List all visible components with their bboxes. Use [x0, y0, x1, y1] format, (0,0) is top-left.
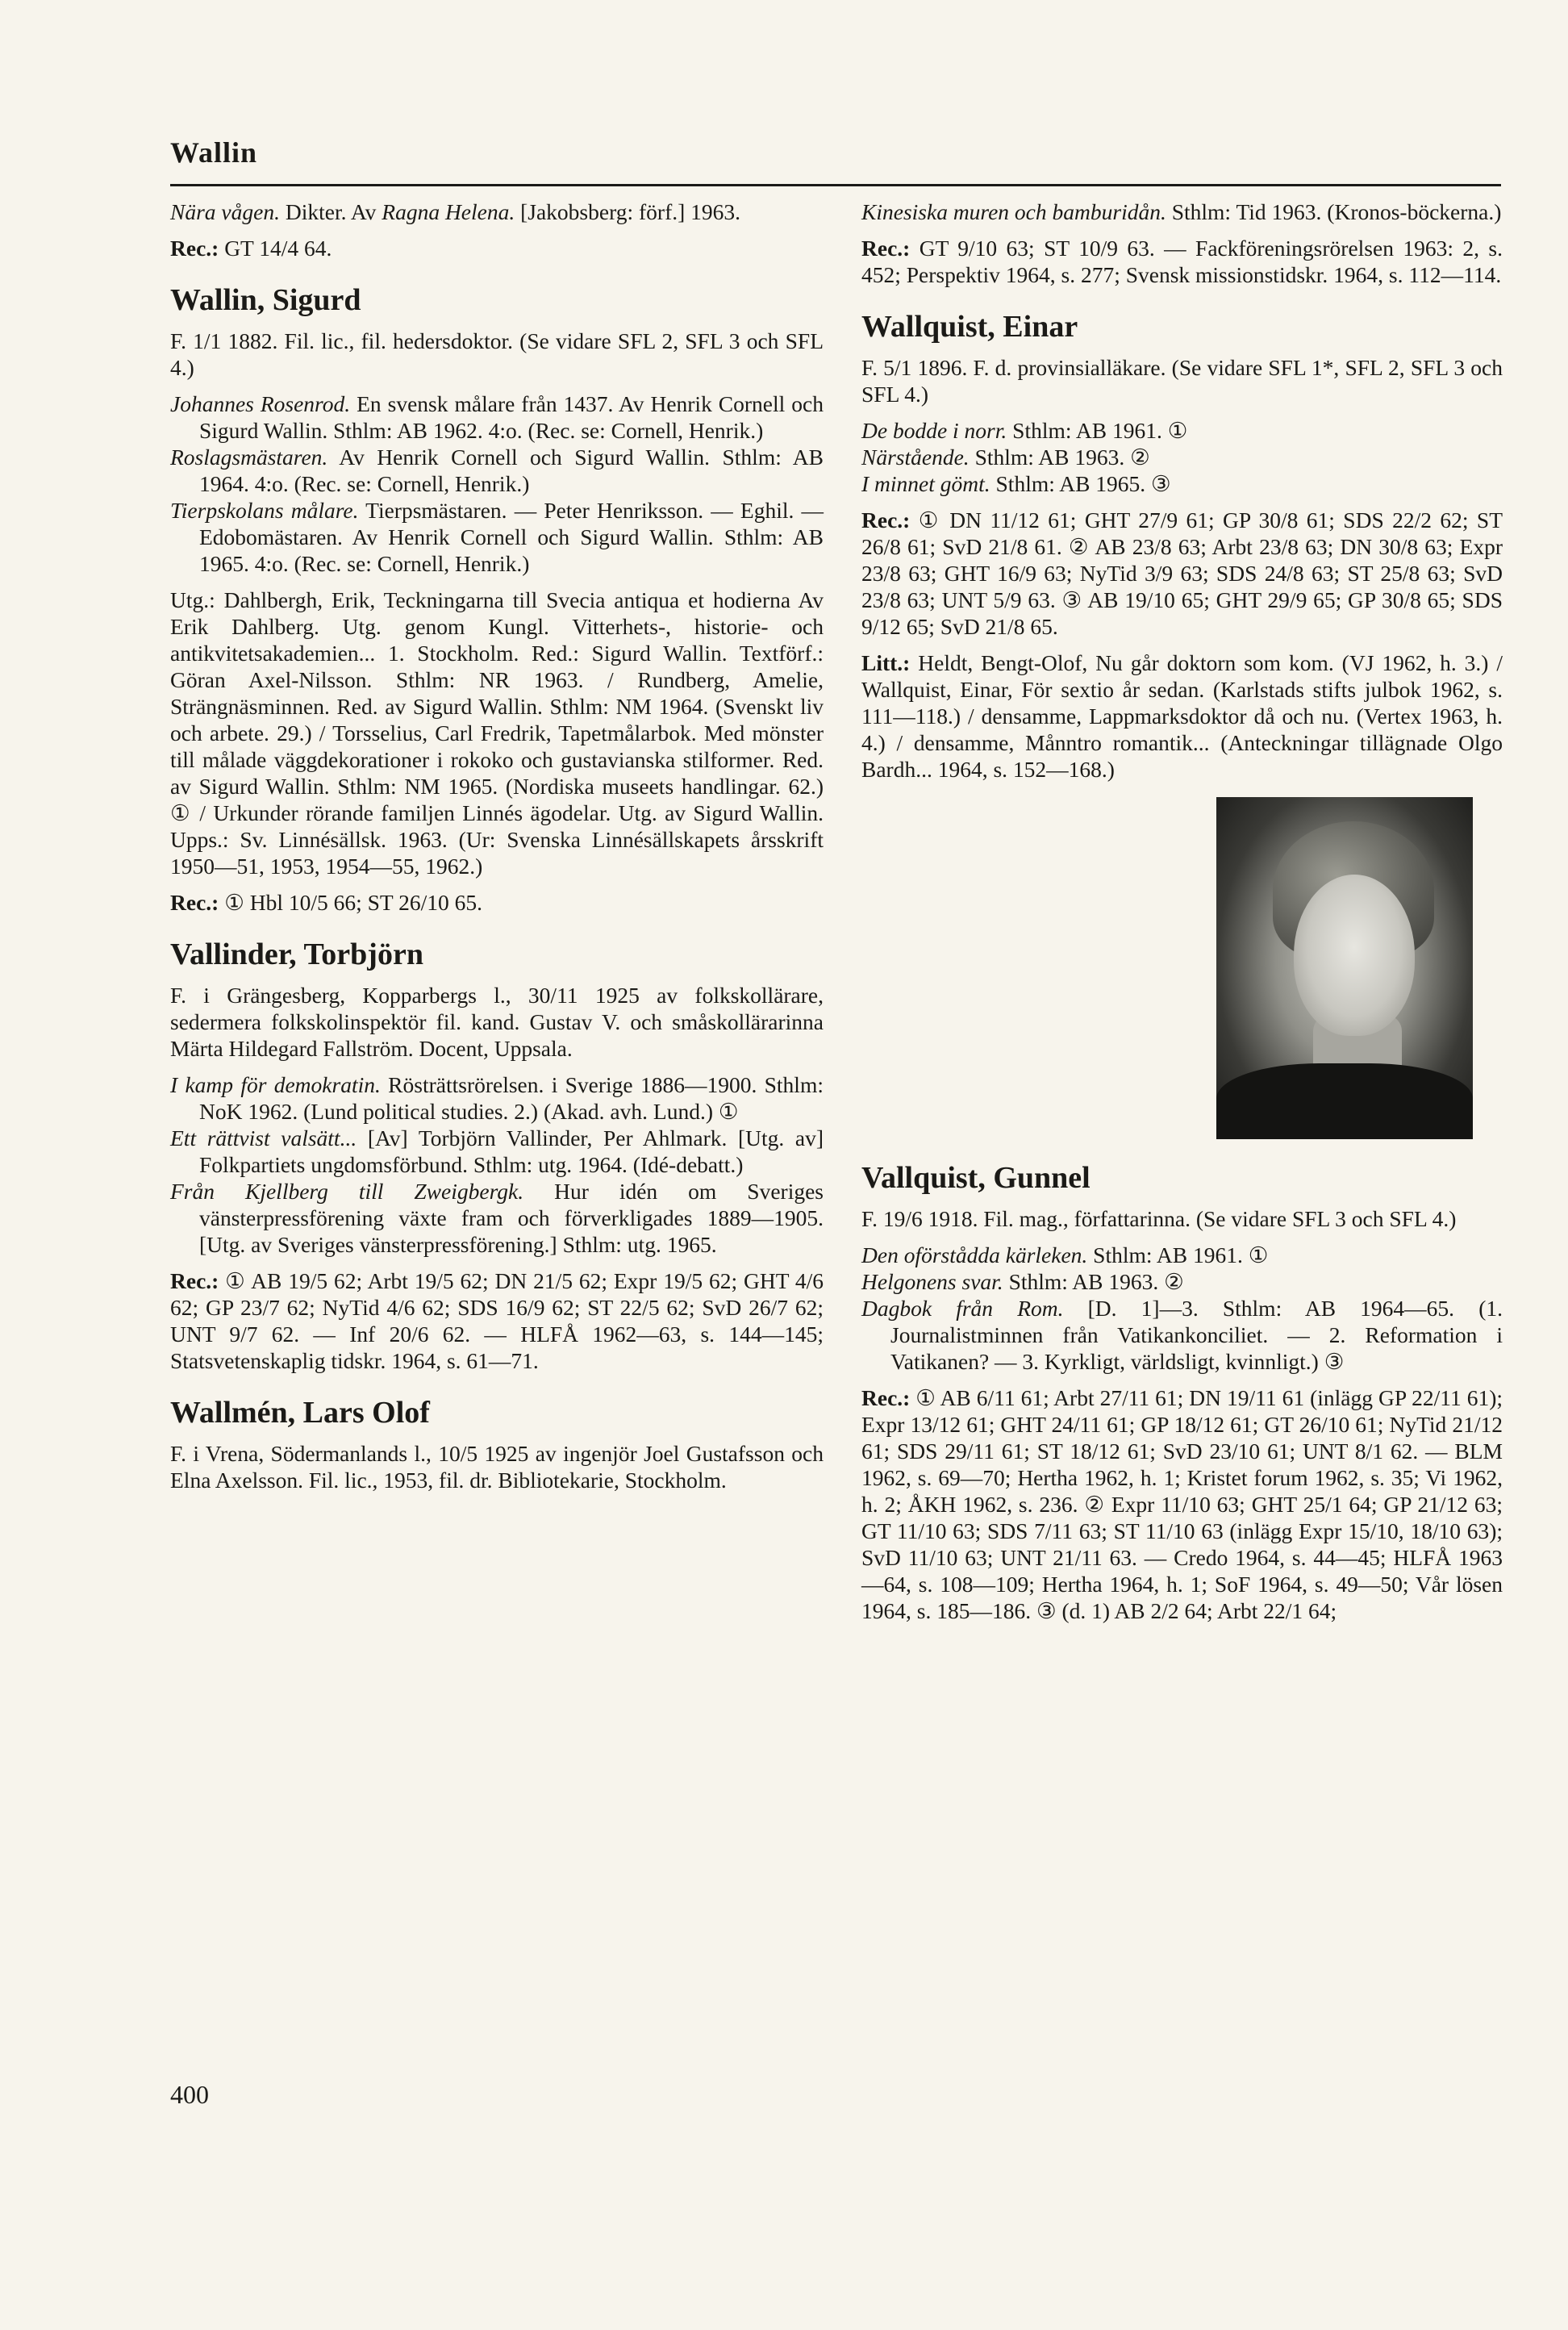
portrait-coat	[1216, 1063, 1473, 1139]
bibliography-entry: Kinesiska muren och bamburidån. Sthlm: Tid 1963. (Kronos-böckerna.)	[861, 199, 1502, 224]
entry-heading: Wallin, Sigurd	[170, 283, 361, 317]
biography-text: F. 5/1 1896. F. d. provinsialläkare. (Se vidare SFL 1*, SFL 2, SFL 3 och SFL 4.)	[861, 355, 1503, 407]
bibliography-entry: Roslagsmästaren. Av Henrik Cornell och Sigurd Wallin. Sthlm: AB 1964. 4:o. (Rec. se: Cornell, Henrik.)	[170, 445, 824, 496]
entry-heading: Vallinder, Torbjörn	[170, 937, 423, 971]
bibliography-entry: Helgonens svar. Sthlm: AB 1963. ②	[861, 1269, 1184, 1294]
bibliography-entry: I kamp för demokratin. Rösträttsrörelsen. i Sverige 1886—1900. Sthlm: NoK 1962. (Lund political studies. 2.) (Akad. avh. Lund.) ①	[170, 1072, 824, 1124]
review-list: Rec.: ① DN 11/12 61; GHT 27/9 61; GP 30/8 61; SDS 22/2 62; ST 26/8 61; SvD 21/8 61. ② AB 23/8 63; Arbt 23/8 63; DN 30/8 63; Expr 23/8 63; GHT 16/9 63; NyTid 3/9 63; SDS 24/8 63; ST 25/8 63; SvD 23/8 63; UNT 5/9 63. ③ AB 19/10 65; GHT 29/9 65; GP 30/8 65; SDS 9/12 65; SvD 21/8 65.	[861, 507, 1503, 639]
biography-text: F. i Vrena, Södermanlands l., 10/5 1925 av ingenjör Joel Gustafsson och Elna Axelsson. Fil. lic., 1953, fil. dr. Bibliotekarie, Stockholm.	[170, 1441, 824, 1493]
bibliography-entry: Nära vågen. Dikter. Av Ragna Helena. [Jakobsberg: förf.] 1963.	[170, 199, 741, 224]
header-rule	[170, 184, 1501, 186]
bibliography-entry: Ett rättvist valsätt... [Av] Torbjörn Vallinder, Per Ahlmark. [Utg. av] Folkpartiets ungdomsförbund. Sthlm: utg. 1964. (Idé-debatt.)	[170, 1125, 824, 1177]
review-list: Rec.: ① AB 6/11 61; Arbt 27/11 61; DN 19/11 61 (inlägg GP 22/11 61); Expr 13/12 61; GHT 24/11 61; GP 18/12 61; GT 26/10 61; NyTid 21/12 61; SDS 29/11 61; ST 18/12 61; SvD 23/10 61; UNT 8/1 62. — BLM 1962, s. 69—70; Hertha 1962, h. 1; Kristet forum 1962, s. 35; Vi 1962, h. 2; ÅKH 1962, s. 236. ② Expr 11/10 63; GHT 25/1 64; GP 21/12 63; GT 11/10 63; SDS 7/11 63; ST 11/10 63 (inlägg Expr 15/10, 18/10 63); SvD 11/10 63; UNT 21/11 63. — Credo 1964, s. 44—45; HLFÅ 1963—64, s. 108—109; Hertha 1964, h. 1; SoF 1964, s. 49—50; Vår lösen 1964, s. 185—186. ③ (d. 1) AB 2/2 64; Arbt 22/1 64;	[861, 1385, 1503, 1623]
literature-list: Litt.: Heldt, Bengt-Olof, Nu går doktorn som kom. (VJ 1962, h. 3.) / Wallquist, Einar, För sextio år sedan. (Karlstads stifts julbok 1962, s. 111—118.) / densamme, Lappmarksdoktor då och nu. (Vertex 1963, h. 4.) / densamme, Månntro romantik... (Anteckningar tillägnade Olgo Bardh... 1964, s. 152—168.)	[861, 650, 1503, 782]
portrait-face	[1294, 875, 1415, 1036]
right-column	[861, 198, 1503, 1634]
entry-heading: Wallmén, Lars Olof	[170, 1396, 430, 1430]
editorial-work: Utg.: Dahlbergh, Erik, Teckningarna till Svecia antiqua et hodierna Av Erik Dahlberg. Utg. genom Kungl. Vitterhets-, historie- och antikvitetsakademien... 1. Stockholm. Red.: Sigurd Wallin. Textförf.: Göran Axel-Nilsson. Sthlm: NR 1963. / Rundberg, Amelie, Strängnäsminnen. Red. av Sigurd Wallin. Sthlm: NM 1964. (Svenskt liv och arbete. 29.) / Torsselius, Carl Fredrik, Tapetmålarbok. Med mönster till målade väggdekorationer i rokoko och gustavianska stilformer. Red. av Sigurd Wallin. Sthlm: NM 1965. (Nordiska museets handlingar. 62.) ① / Urkunder rörande familjen Linnés ägodelar. Utg. av Sigurd Wallin. Upps.: Sv. Linnésällsk. 1963. (Ur: Svenska Linnésällskapets årsskrift 1950—51, 1953, 1954—55, 1962.)	[170, 587, 824, 879]
review-list: Rec.: ① Hbl 10/5 66; ST 26/10 65.	[170, 890, 482, 915]
bibliography-entry: Den oförstådda kärleken. Sthlm: AB 1961. ①	[861, 1242, 1269, 1267]
biography-text: F. 19/6 1918. Fil. mag., författarinna. (Se vidare SFL 3 och SFL 4.)	[861, 1206, 1457, 1231]
review-list: Rec.: GT 9/10 63; ST 10/9 63. — Fackföreningsrörelsen 1963: 2, s. 452; Perspektiv 1964, s. 277; Svensk missionstidskr. 1964, s. 112—114.	[861, 236, 1503, 287]
bibliography-entry: Från Kjellberg till Zweigbergk. Hur idén om Sveriges vänsterpressförening växte fram och förverkligades 1889—1905. [Utg. av Sveriges vänsterpressförening.] Sthlm: utg. 1965.	[170, 1179, 824, 1257]
running-head: Wallin	[170, 136, 258, 169]
bibliography-entry: I minnet gömt. Sthlm: AB 1965. ③	[861, 471, 1171, 496]
author-portrait-photo	[1216, 797, 1473, 1139]
biography-text: F. i Grängesberg, Kopparbergs l., 30/11 1925 av folkskollärare, sedermera folkskolinspektör fil. kand. Gustav V. och småskollärarinna Märta Hildegard Fallström. Docent, Uppsala.	[170, 983, 824, 1061]
bibliography-entry: Dagbok från Rom. [D. 1]—3. Sthlm: AB 1964—65. (1. Journalistminnen från Vatikankonciliet. — 2. Reformation i Vatikanen? — 3. Kyrkligt, världsligt, kvinnligt.) ③	[861, 1296, 1503, 1374]
entry-heading: Wallquist, Einar	[861, 310, 1078, 344]
review-list: Rec.: GT 14/4 64.	[170, 236, 332, 261]
biography-text: F. 1/1 1882. Fil. lic., fil. hedersdoktor. (Se vidare SFL 2, SFL 3 och SFL 4.)	[170, 328, 824, 380]
bibliography-entry: De bodde i norr. Sthlm: AB 1961. ①	[861, 418, 1188, 443]
bibliography-entry: Tierpskolans målare. Tierpsmästaren. — Peter Henriksson. — Eghil. — Edobomästaren. Av Henrik Cornell och Sigurd Wallin. Sthlm: AB 1965. 4:o. (Rec. se: Cornell, Henrik.)	[170, 498, 824, 576]
entry-heading: Vallquist, Gunnel	[861, 1161, 1091, 1195]
page-number: 400	[170, 2080, 209, 2109]
review-list: Rec.: ① AB 19/5 62; Arbt 19/5 62; DN 21/5 62; Expr 19/5 62; GHT 4/6 62; GP 23/7 62; NyTid 4/6 62; SDS 16/9 62; ST 22/5 62; SvD 26/7 62; UNT 9/7 62. — Inf 20/6 62. — HLFÅ 1962—63, s. 144—145; Statsvetenskaplig tidskr. 1964, s. 61—71.	[170, 1268, 824, 1373]
left-column	[170, 198, 824, 1503]
bibliography-entry: Närstående. Sthlm: AB 1963. ②	[861, 445, 1150, 470]
bibliography-entry: Johannes Rosenrod. En svensk målare från 1437. Av Henrik Cornell och Sigurd Wallin. Sthlm: AB 1962. 4:o. (Rec. se: Cornell, Henrik.)	[170, 391, 824, 443]
